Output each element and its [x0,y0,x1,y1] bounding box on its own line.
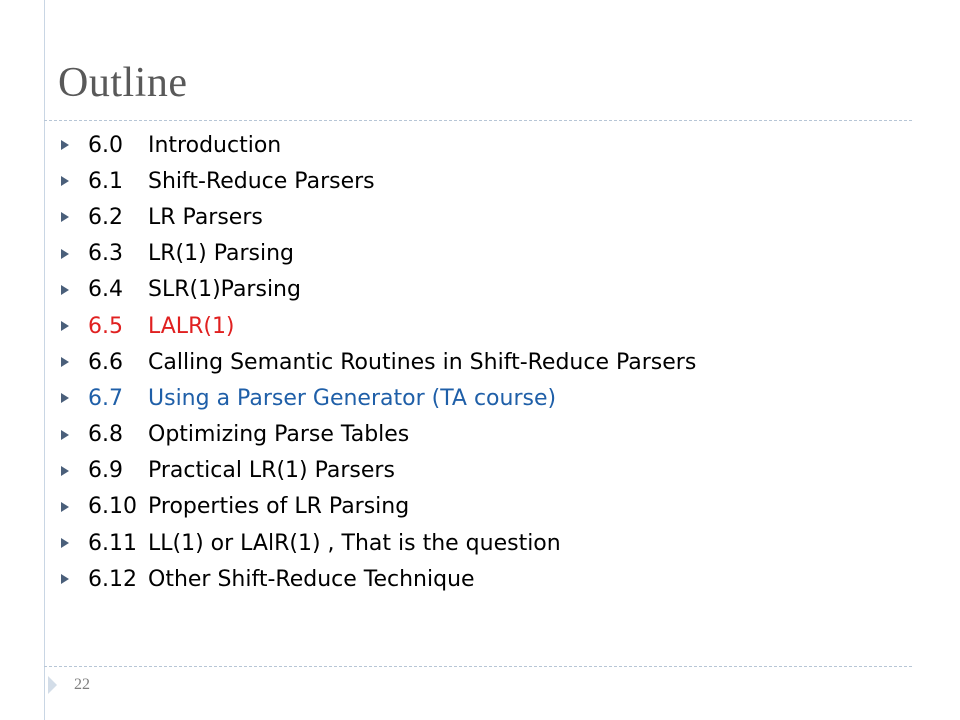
outline-item-number: 6.8 [88,422,123,448]
outline-item [58,308,918,344]
triangle-right-icon [58,572,88,586]
outline-item [58,489,918,525]
outline-item-text: LL(1) or LAlR(1) , That is the question [148,530,561,556]
triangle-right-icon [58,319,88,333]
outline-item-number: 6.12 [88,566,137,592]
outline-item [58,272,918,308]
outline-item [58,380,918,416]
page-number: 22 [74,676,90,693]
outline-item-number: 6.11 [88,530,137,556]
triangle-right-icon [58,536,88,550]
triangle-right-icon [58,500,88,514]
outline-item-text: Optimizing Parse Tables [148,422,410,448]
triangle-right-icon [58,283,88,297]
outline-item [58,199,918,235]
outline-item-number: 6.6 [88,349,123,375]
left-vertical-rule [44,0,45,720]
triangle-right-icon [58,391,88,405]
outline-item-number: 6.0 [88,132,123,158]
triangle-right-icon [58,247,88,261]
outline-item [58,163,918,199]
triangle-right-icon [58,464,88,478]
triangle-right-icon [58,355,88,369]
outline-item [58,525,918,561]
outline-item-number: 6.5 [88,313,123,339]
footer-divider [44,666,912,667]
outline-list [58,127,918,597]
outline-item [58,236,918,272]
outline-item-number: 6.4 [88,277,123,303]
triangle-right-icon [58,428,88,442]
outline-item-number: 6.7 [88,385,123,411]
triangle-right-icon [58,210,88,224]
outline-item-text: Using a Parser Generator (TA course) [148,385,557,411]
outline-item-number: 6.9 [88,458,123,484]
outline-item [58,344,918,380]
outline-item [58,127,918,163]
outline-item [58,453,918,489]
outline-item [58,417,918,453]
triangle-right-icon [58,174,88,188]
outline-item-text: Shift-Reduce Parsers [148,168,375,194]
outline-item-text: Calling Semantic Routines in Shift-Reduce Parsers [148,349,697,375]
outline-item-text: Other Shift-Reduce Technique [148,566,475,592]
outline-item-text: LR Parsers [148,204,263,230]
footer-triangle-icon [48,676,57,694]
outline-item-text: Properties of LR Parsing [148,494,410,520]
outline-item-number: 6.1 [88,168,123,194]
outline-item-text: LALR(1) [148,313,235,339]
outline-item-text: Introduction [148,132,282,158]
outline-item-text: LR(1) Parsing [148,241,294,267]
outline-item-number: 6.10 [88,494,137,520]
slide-title: Outline [58,60,188,106]
outline-item-number: 6.2 [88,204,123,230]
title-divider [44,120,912,121]
outline-item-number: 6.3 [88,241,123,267]
outline-item [58,561,918,597]
outline-item-text: Practical LR(1) Parsers [148,458,395,484]
outline-item-text: SLR(1)Parsing [148,277,301,303]
triangle-right-icon [58,138,88,152]
